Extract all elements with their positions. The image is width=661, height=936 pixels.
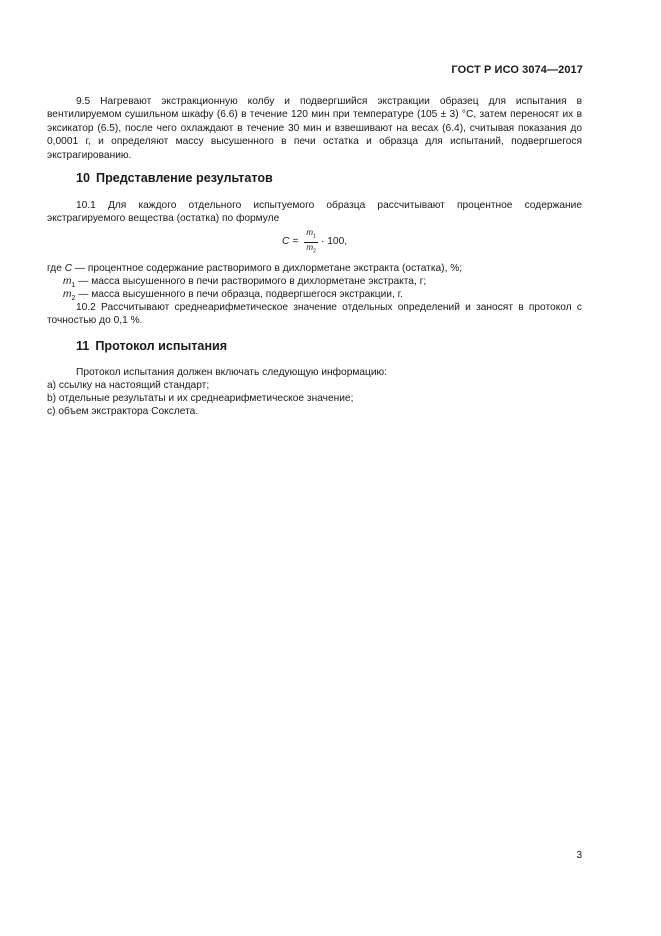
where-m1-text: — масса высушенного в печи растворимого в дихлорметане экстракта, г; (75, 276, 427, 287)
paragraph-9-5: 9.5 Нагревают экстракционную колбу и подвергшийся экстракции образец для испытания в вентилируемом сушильном шкафу (6.6) в течение 120 мин при температуре (105 ± 3) °С, затем переносят их в эксикатор (6.5), после чего охлаждают в течение 30 мин и взвешивают на весах (6.4), считывая показания до 0,0001 г, и определяют массу высушенного в печи остатка и образца для испытаний, подвергшегося экстрагированию. (47, 96, 582, 161)
formula (282, 228, 347, 256)
formula-fraction (304, 228, 318, 256)
page-number: 3 (576, 850, 582, 861)
formula-equals: = (292, 236, 299, 248)
formula-denominator (304, 243, 318, 257)
formula-lhs: C (282, 236, 290, 248)
where-m2-symbol: m (63, 289, 72, 300)
paragraph-10-2: 10.2 Рассчитывают среднеарифметическое значение отдельных определений и заносят в протокол с точностью до 0,1 %. (47, 302, 582, 327)
where-m1-sub: 1 (71, 282, 76, 290)
formula-multiplier: · 100, (321, 236, 348, 248)
paragraph-9-5-block (47, 95, 582, 162)
formula-numerator-sub: 1 (312, 233, 317, 240)
formula-numerator-symbol: m (306, 227, 313, 237)
where-m1-symbol: m (63, 276, 72, 287)
where-m2-sub: 2 (71, 295, 76, 303)
formula-denominator-symbol: m (306, 242, 313, 252)
where-c-symbol: C (64, 263, 73, 274)
formula-numerator (304, 228, 318, 243)
list-item: b) отдельные результаты и их среднеарифметическое значение; (47, 393, 354, 404)
section-11-intro: Протокол испытания должен включать следующую информацию: (76, 367, 388, 378)
section-11-title: Протокол испытания (95, 339, 228, 353)
list-item: a) ссылку на настоящий стандарт; (47, 380, 210, 391)
where-c-line (47, 262, 462, 275)
formula-denominator-sub: 2 (312, 248, 317, 255)
section-10-title: Представление результатов (96, 171, 273, 185)
section-11-number: 11 (76, 339, 90, 353)
document-header-id: ГОСТ Р ИСО 3074—2017 (451, 64, 583, 76)
where-c-text: — процентное содержание растворимого в дихлорметане экстракта (остатка), %; (72, 263, 463, 274)
list-item: c) объем экстрактора Сокслета. (47, 406, 199, 417)
paragraph-10-2-block (47, 301, 582, 328)
where-m2-text: — масса высушенного в печи образца, подвергшегося экстракции, г. (75, 289, 403, 300)
where-prefix: где (47, 263, 65, 274)
section-10-heading (76, 172, 273, 185)
paragraph-10-1-block (47, 199, 582, 226)
section-10-number: 10 (76, 171, 91, 185)
section-11-heading (76, 340, 227, 353)
paragraph-10-1: 10.1 Для каждого отдельного испытуемого образца рассчитывают процентное содержание экстрагируемого вещества (остатка) по формуле (47, 200, 582, 225)
